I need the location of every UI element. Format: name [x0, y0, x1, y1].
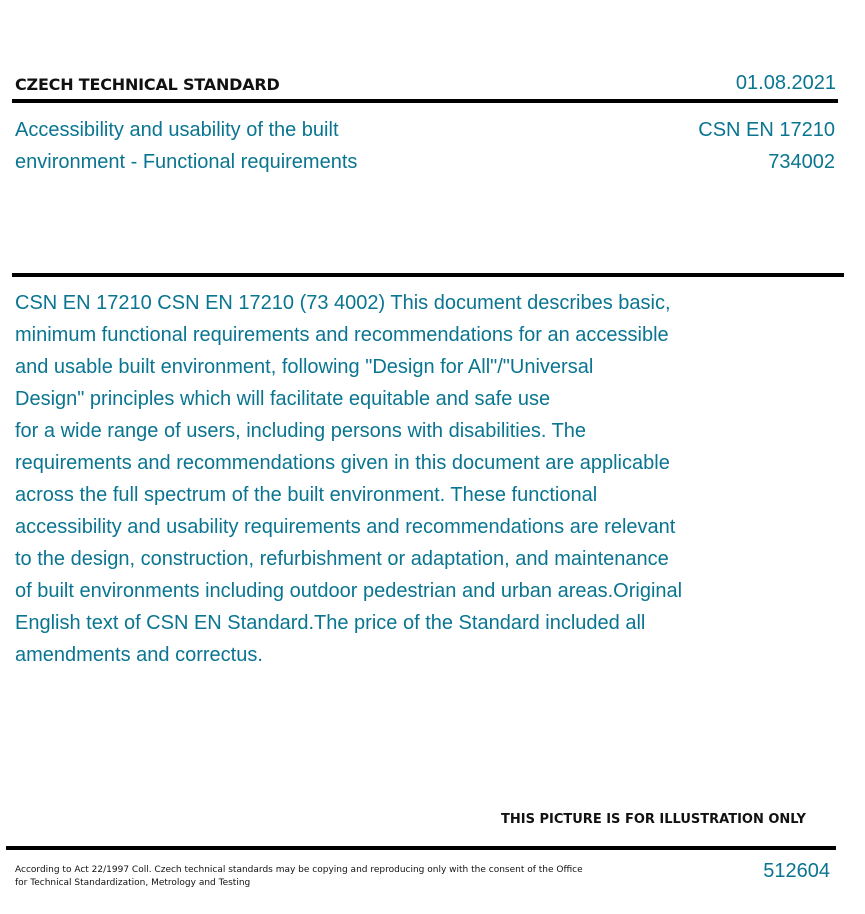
standard-title: Accessibility and usability of the built environment - Functional requirements [15, 119, 358, 173]
standard-type-label: CZECH TECHNICAL STANDARD [15, 75, 280, 94]
legal-notice [15, 864, 595, 890]
legal-notice-line-2: for Technical Standardization, Metrology and Testing [15, 878, 251, 888]
standard-code: CSN EN 17210 [698, 119, 835, 141]
legal-notice-line-1: According to Act 22/1997 Coll. Czech technical standards may be copying and reproducing only with the consent of the Office [15, 865, 583, 875]
footer-divider [6, 846, 836, 850]
order-number: 512604 [763, 860, 830, 882]
standard-codes [698, 114, 835, 178]
publication-date: 01.08.2021 [735, 72, 836, 94]
illustration-notice: THIS PICTURE IS FOR ILLUSTRATION ONLY [501, 812, 806, 827]
header-divider [12, 99, 838, 103]
body-divider [12, 273, 844, 277]
standard-description: CSN EN 17210 CSN EN 17210 (73 4002) This document describes basic, minimum functional requirements and recommendations for an accessible and usable built environment, following "Design for All"/"Universal Design" principles which will facilitate equitable and safe use for a wide range of users, including persons with disabilities. The requirements and recommendations given in this document are applicable across the full spectrum of the built environment. These functional accessibility and usability requirements and recommendations are relevant to the design, construction, refurbishment or adaptation, and maintenance of built environments including outdoor pedestrian and urban areas.Original English text of CSN EN Standard.The price of the Standard included all amendments and correctus. [15, 292, 683, 666]
class-number: 734002 [768, 151, 835, 173]
